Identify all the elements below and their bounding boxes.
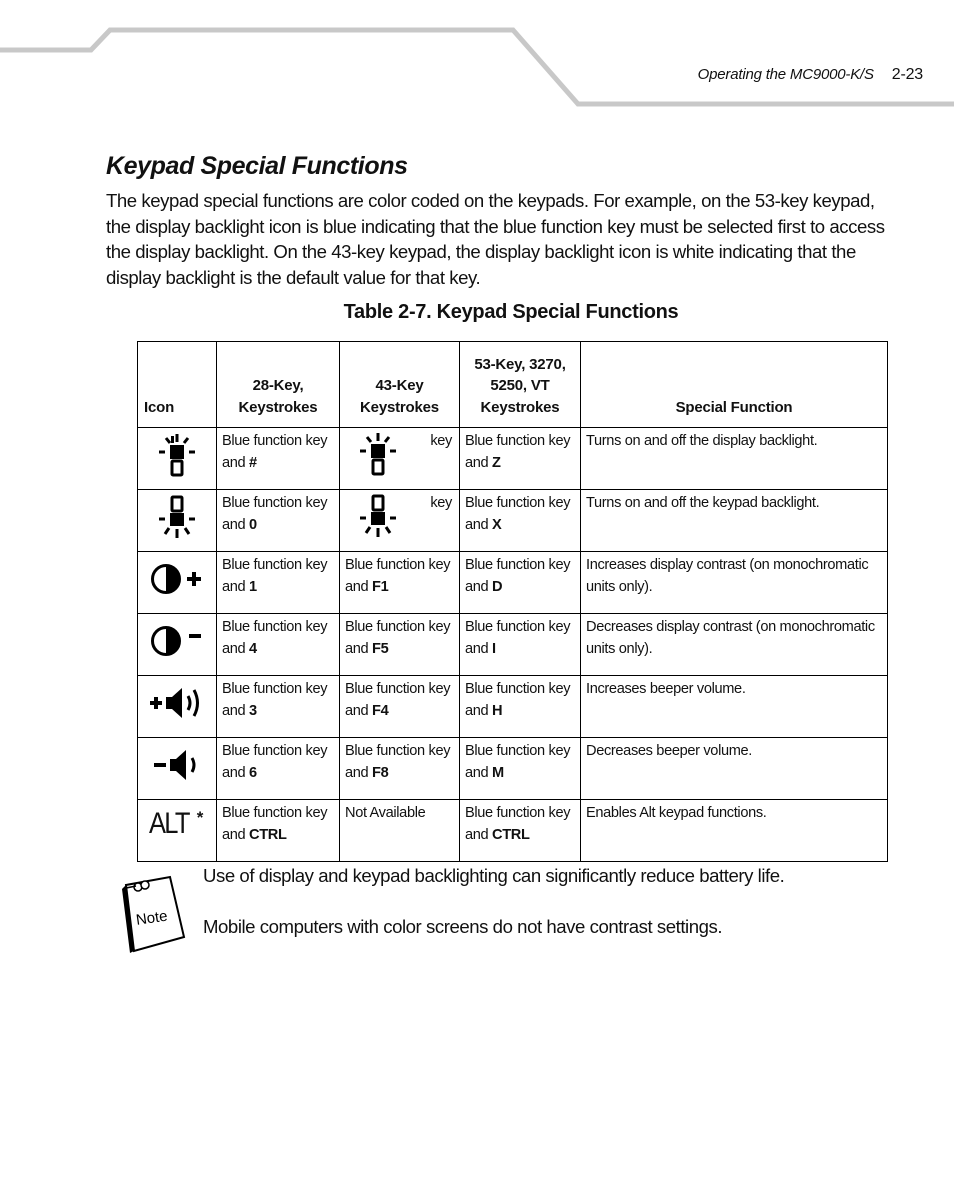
keypad-backlight-icon bbox=[155, 494, 199, 540]
cell-function: Decreases beeper volume. bbox=[581, 738, 888, 800]
intro-paragraph: The keypad special functions are color coded on the keypads. For example, on the 53-key keypad, the display backlight icon is blue indicating that the blue function key must be selected first to access the display backlight. On the 43-key keypad, the display backlight icon is white indicating that the display backlight is the default value for that key. bbox=[106, 190, 885, 288]
icon-cell bbox=[138, 738, 217, 800]
cell-43-key: Not Available bbox=[340, 800, 460, 862]
table-row bbox=[138, 490, 888, 552]
cell-28-key: Blue function key and 6 bbox=[217, 738, 340, 800]
icon-cell bbox=[138, 676, 217, 738]
table-header-row bbox=[138, 342, 888, 428]
section-title: Keypad Special Functions bbox=[106, 152, 408, 180]
volume-down-icon bbox=[152, 746, 202, 784]
cell-43-key: key bbox=[340, 428, 460, 490]
cell-53-key: Blue function key and D bbox=[460, 552, 581, 614]
table-row bbox=[138, 428, 888, 490]
running-head bbox=[698, 66, 923, 84]
table-row bbox=[138, 614, 888, 676]
cell-43-key: Blue function key and F4 bbox=[340, 676, 460, 738]
table-caption: Table 2-7. Keypad Special Functions bbox=[343, 301, 679, 323]
cell-53-key: Blue function key and I bbox=[460, 614, 581, 676]
cell-function: Enables Alt keypad functions. bbox=[581, 800, 888, 862]
header-53-key: 53-Key, 3270, 5250, VT Keystrokes bbox=[460, 342, 581, 428]
cell-43-key: key bbox=[340, 490, 460, 552]
table-row bbox=[138, 676, 888, 738]
cell-43-key: Blue function key and F8 bbox=[340, 738, 460, 800]
cell-function: Increases beeper volume. bbox=[581, 676, 888, 738]
keypad-backlight-icon bbox=[356, 493, 400, 539]
cell-28-key: Blue function key and # bbox=[217, 428, 340, 490]
header-special-function: Special Function bbox=[581, 342, 888, 428]
cell-function: Increases display contrast (on monochromatic units only). bbox=[581, 552, 888, 614]
page-number: 2-23 bbox=[891, 66, 923, 83]
note-icon-label: Note bbox=[134, 907, 169, 929]
contrast-increase-icon bbox=[149, 562, 205, 596]
icon-cell bbox=[138, 614, 217, 676]
cell-28-key: Blue function key and 3 bbox=[217, 676, 340, 738]
note-text: Use of display and keypad backlighting can significantly reduce battery life. bbox=[203, 865, 785, 886]
note-text: Mobile computers with color screens do not have contrast settings. bbox=[203, 916, 723, 937]
icon-cell bbox=[138, 552, 217, 614]
volume-up-icon bbox=[148, 684, 206, 722]
cell-28-key: Blue function key and 4 bbox=[217, 614, 340, 676]
table-row bbox=[138, 800, 888, 862]
header-43-key: 43-Key Keystrokes bbox=[340, 342, 460, 428]
cell-53-key: Blue function key and X bbox=[460, 490, 581, 552]
header-28-key: 28-Key, Keystrokes bbox=[217, 342, 340, 428]
cell-53-key: Blue function key and CTRL bbox=[460, 800, 581, 862]
header-rule bbox=[0, 0, 954, 110]
display-backlight-icon bbox=[356, 431, 400, 477]
icon-cell bbox=[138, 428, 217, 490]
icon-cell bbox=[138, 490, 217, 552]
contrast-decrease-icon bbox=[149, 624, 205, 658]
header-icon: Icon bbox=[138, 342, 217, 428]
cell-28-key: Blue function key and 1 bbox=[217, 552, 340, 614]
alt-icon-label: ALT bbox=[149, 806, 189, 840]
running-head-title: Operating the MC9000-K/S bbox=[697, 66, 874, 83]
cell-function: Decreases display contrast (on monochromatic units only). bbox=[581, 614, 888, 676]
display-backlight-icon bbox=[155, 432, 199, 478]
cell-function: Turns on and off the display backlight. bbox=[581, 428, 888, 490]
keypad-functions-table bbox=[137, 341, 888, 862]
cell-43-key: Blue function key and F5 bbox=[340, 614, 460, 676]
cell-53-key: Blue function key and H bbox=[460, 676, 581, 738]
cell-28-key: Blue function key and 0 bbox=[217, 490, 340, 552]
note-icon bbox=[112, 875, 192, 962]
cell-function: Turns on and off the keypad backlight. bbox=[581, 490, 888, 552]
cell-53-key: Blue function key and M bbox=[460, 738, 581, 800]
table-row bbox=[138, 738, 888, 800]
alt-icon bbox=[149, 806, 205, 851]
cell-28-key: Blue function key and CTRL bbox=[217, 800, 340, 862]
icon-cell bbox=[138, 800, 217, 862]
cell-43-key: Blue function key and F1 bbox=[340, 552, 460, 614]
table-row bbox=[138, 552, 888, 614]
alt-icon-asterisk: * bbox=[196, 807, 203, 827]
cell-53-key: Blue function key and Z bbox=[460, 428, 581, 490]
